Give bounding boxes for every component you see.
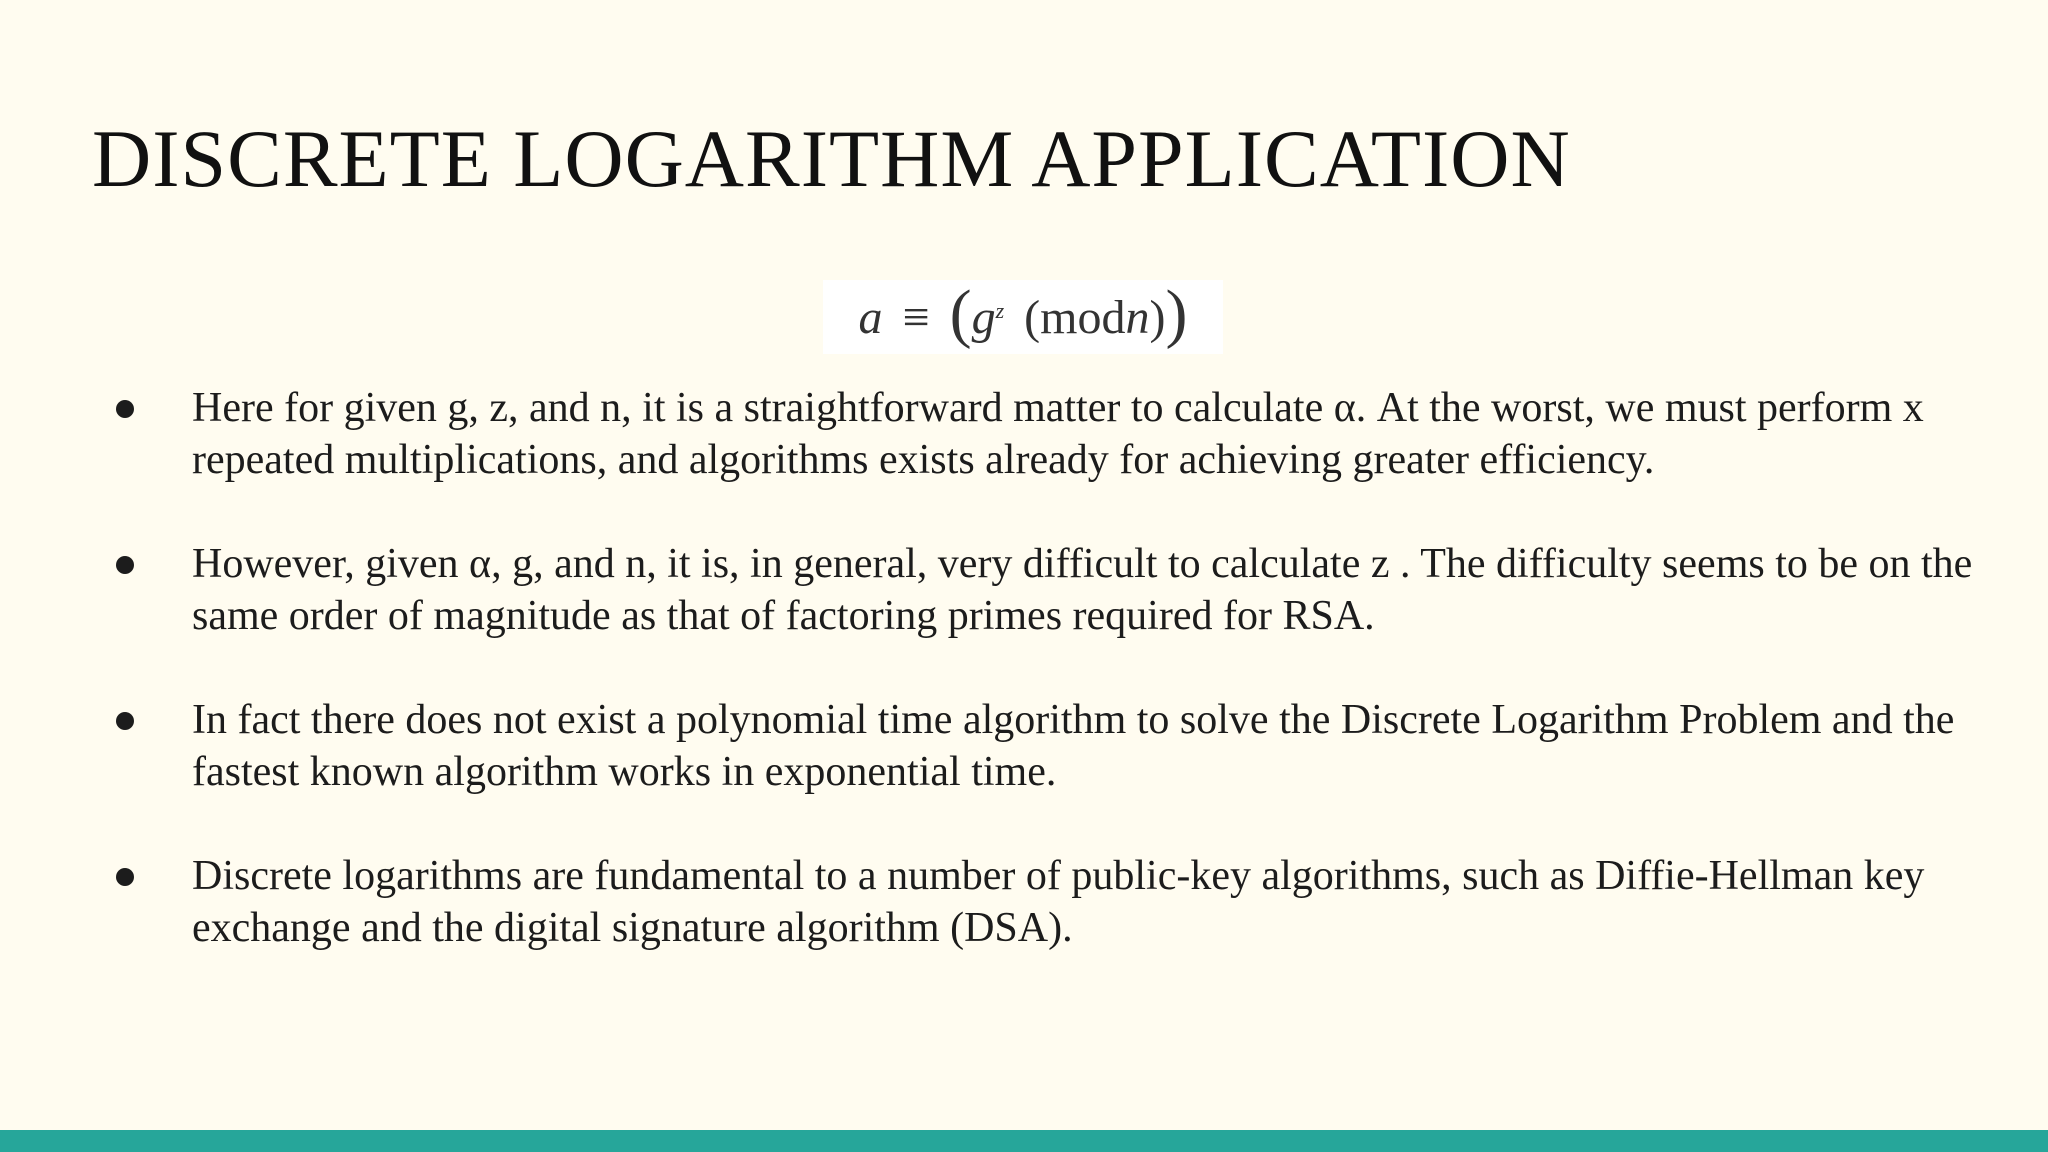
formula-lhs: a	[858, 290, 883, 344]
formula-open-paren: (	[949, 277, 972, 350]
bullet-text: In fact there does not exist a polynomial time algorithm to solve the Discrete Logarithm Problem and the fastest known algorithm works in exponential time.	[192, 697, 1955, 795]
bullet-item	[110, 850, 2000, 954]
bullet-text: Discrete logarithms are fundamental to a number of public-key algorithms, such as Diffie-Hellman key exchange and the digital signature algorithm (DSA).	[192, 853, 1925, 951]
formula-image	[823, 277, 1223, 354]
formula-mod-var: n	[1125, 290, 1150, 344]
bullet-text: However, given α, g, and n, it is, in general, very difficult to calculate z . The difficulty seems to be on the same order of magnitude as that of factoring primes required for RSA.	[192, 541, 1973, 639]
bullet-item	[110, 382, 2000, 486]
formula-equiv: ≡	[902, 290, 930, 344]
formula-close-paren: )	[1165, 277, 1188, 350]
formula-mod-open: (mod	[1024, 290, 1126, 344]
bullet-dot-icon	[116, 556, 134, 574]
accent-bar	[0, 1130, 2048, 1152]
slide-title: DISCRETE LOGARITHM APPLICATION	[92, 113, 1571, 204]
bullet-item	[110, 538, 2000, 642]
formula-exponent: z	[995, 298, 1005, 323]
bullet-dot-icon	[116, 712, 134, 730]
formula-mod-close: )	[1149, 290, 1166, 344]
bullet-list	[110, 382, 2000, 1006]
formula-base: g	[971, 290, 996, 344]
bullet-dot-icon	[116, 868, 134, 886]
bullet-text: Here for given g, z, and n, it is a straightforward matter to calculate α. At the worst, we must perform x repeated multiplications, and algorithms exists already for achieving greater efficiency.	[192, 385, 1924, 483]
bullet-item	[110, 694, 2000, 798]
bullet-dot-icon	[116, 400, 134, 418]
